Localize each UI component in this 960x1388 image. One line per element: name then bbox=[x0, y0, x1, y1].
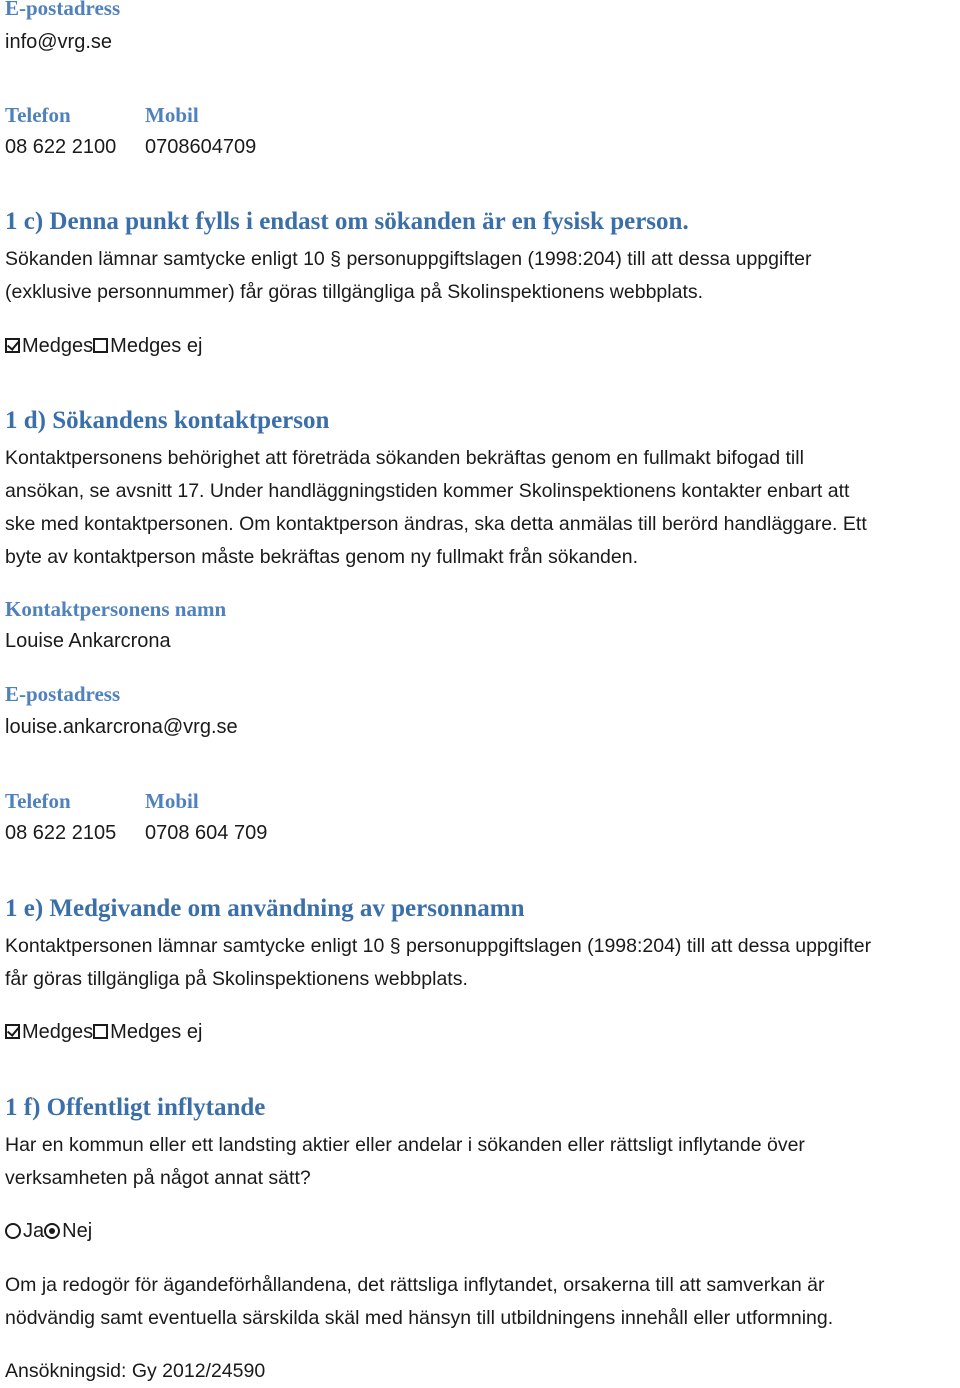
name-consent-yes-checkbox[interactable] bbox=[5, 1024, 20, 1039]
consent-no-label: Medges ej bbox=[110, 335, 203, 357]
section-1c-heading: 1 c) Denna punkt fylls i endast om sökanden är en fysisk person. bbox=[5, 208, 689, 235]
contact-mobile-label: Mobil bbox=[145, 789, 199, 813]
section-1d-heading: 1 d) Sökandens kontaktperson bbox=[5, 407, 330, 434]
section-1f-followup-line-2: nödvändig samt eventuella särskilda skäl med hänsyn till utbildningens innehåll eller utformning. bbox=[5, 1307, 834, 1329]
section-1e-heading: 1 e) Medgivande om användning av personnamn bbox=[5, 895, 525, 922]
section-1f-text-line-1: Har en kommun eller ett landsting aktier eller andelar i sökanden eller rättsligt inflytande över bbox=[5, 1134, 805, 1156]
section-1e-consent-options bbox=[5, 1021, 202, 1044]
name-consent-no-checkbox[interactable] bbox=[93, 1024, 108, 1039]
influence-yes-radio[interactable] bbox=[5, 1223, 21, 1239]
mobile-label: Mobil bbox=[145, 103, 199, 127]
consent-no-checkbox[interactable] bbox=[93, 338, 108, 353]
mobile-value: 0708604709 bbox=[145, 136, 257, 158]
section-1e-text-line-1: Kontaktpersonen lämnar samtycke enligt 10 § personuppgiftslagen (1998:204) till att dessa uppgifter bbox=[5, 935, 872, 957]
consent-yes-checkbox[interactable] bbox=[5, 338, 20, 353]
section-1e-text-line-2: får göras tillgängliga på Skolinspektionens webbplats. bbox=[5, 968, 468, 990]
contact-email-label: E-postadress bbox=[5, 682, 121, 706]
phone-label: Telefon bbox=[5, 103, 71, 127]
influence-no-radio[interactable] bbox=[44, 1223, 60, 1239]
phone-value: 08 622 2100 bbox=[5, 136, 117, 158]
section-1d-text-line-1: Kontaktpersonens behörighet att företräda sökanden bekräftas genom en fullmakt bifogad till bbox=[5, 447, 804, 469]
influence-no-label: Nej bbox=[62, 1220, 93, 1242]
influence-yes-label: Ja bbox=[23, 1220, 45, 1242]
contact-name-value: Louise Ankarcrona bbox=[5, 630, 171, 652]
section-1f-influence-options bbox=[5, 1220, 92, 1243]
application-id: Ansökningsid: Gy 2012/24590 bbox=[5, 1360, 266, 1382]
email-label: E-postadress bbox=[5, 0, 121, 20]
name-consent-no-label: Medges ej bbox=[110, 1021, 203, 1043]
consent-yes-label: Medges bbox=[22, 335, 94, 357]
phone-values-row bbox=[5, 136, 256, 159]
contact-email-value: louise.ankarcrona@vrg.se bbox=[5, 716, 238, 738]
contact-phone-values-row bbox=[5, 822, 267, 845]
phone-labels-row bbox=[5, 103, 199, 128]
section-1f-text-line-2: verksamheten på något annat sätt? bbox=[5, 1167, 311, 1189]
contact-phone-label: Telefon bbox=[5, 789, 71, 813]
section-1f-followup-line-1: Om ja redogör för ägandeförhållandena, det rättsliga inflytandet, orsakerna till att samverkan är bbox=[5, 1274, 825, 1296]
section-1c-consent-options bbox=[5, 335, 202, 358]
contact-phone-labels-row bbox=[5, 789, 199, 814]
section-1d-text-line-2: ansökan, se avsnitt 17. Under handläggningstiden kommer Skolinspektionens kontakter enbart att bbox=[5, 480, 850, 502]
section-1d-text-line-4: byte av kontaktperson måste bekräftas genom ny fullmakt från sökanden. bbox=[5, 546, 639, 568]
section-1c-text-line-2: (exklusive personnummer) får göras tillgängliga på Skolinspektionens webbplats. bbox=[5, 281, 704, 303]
contact-phone-value: 08 622 2105 bbox=[5, 822, 117, 844]
section-1d-text-line-3: ske med kontaktpersonen. Om kontaktperson ändras, ska detta anmälas till berörd handläggare. Ett bbox=[5, 513, 867, 535]
section-1f-heading: 1 f) Offentligt inflytande bbox=[5, 1094, 266, 1121]
contact-mobile-value: 0708 604 709 bbox=[145, 822, 268, 844]
section-1c-text-line-1: Sökanden lämnar samtycke enligt 10 § personuppgiftslagen (1998:204) till att dessa uppgifter bbox=[5, 248, 812, 270]
contact-name-label: Kontaktpersonens namn bbox=[5, 597, 227, 621]
name-consent-yes-label: Medges bbox=[22, 1021, 94, 1043]
email-value: info@vrg.se bbox=[5, 31, 113, 53]
